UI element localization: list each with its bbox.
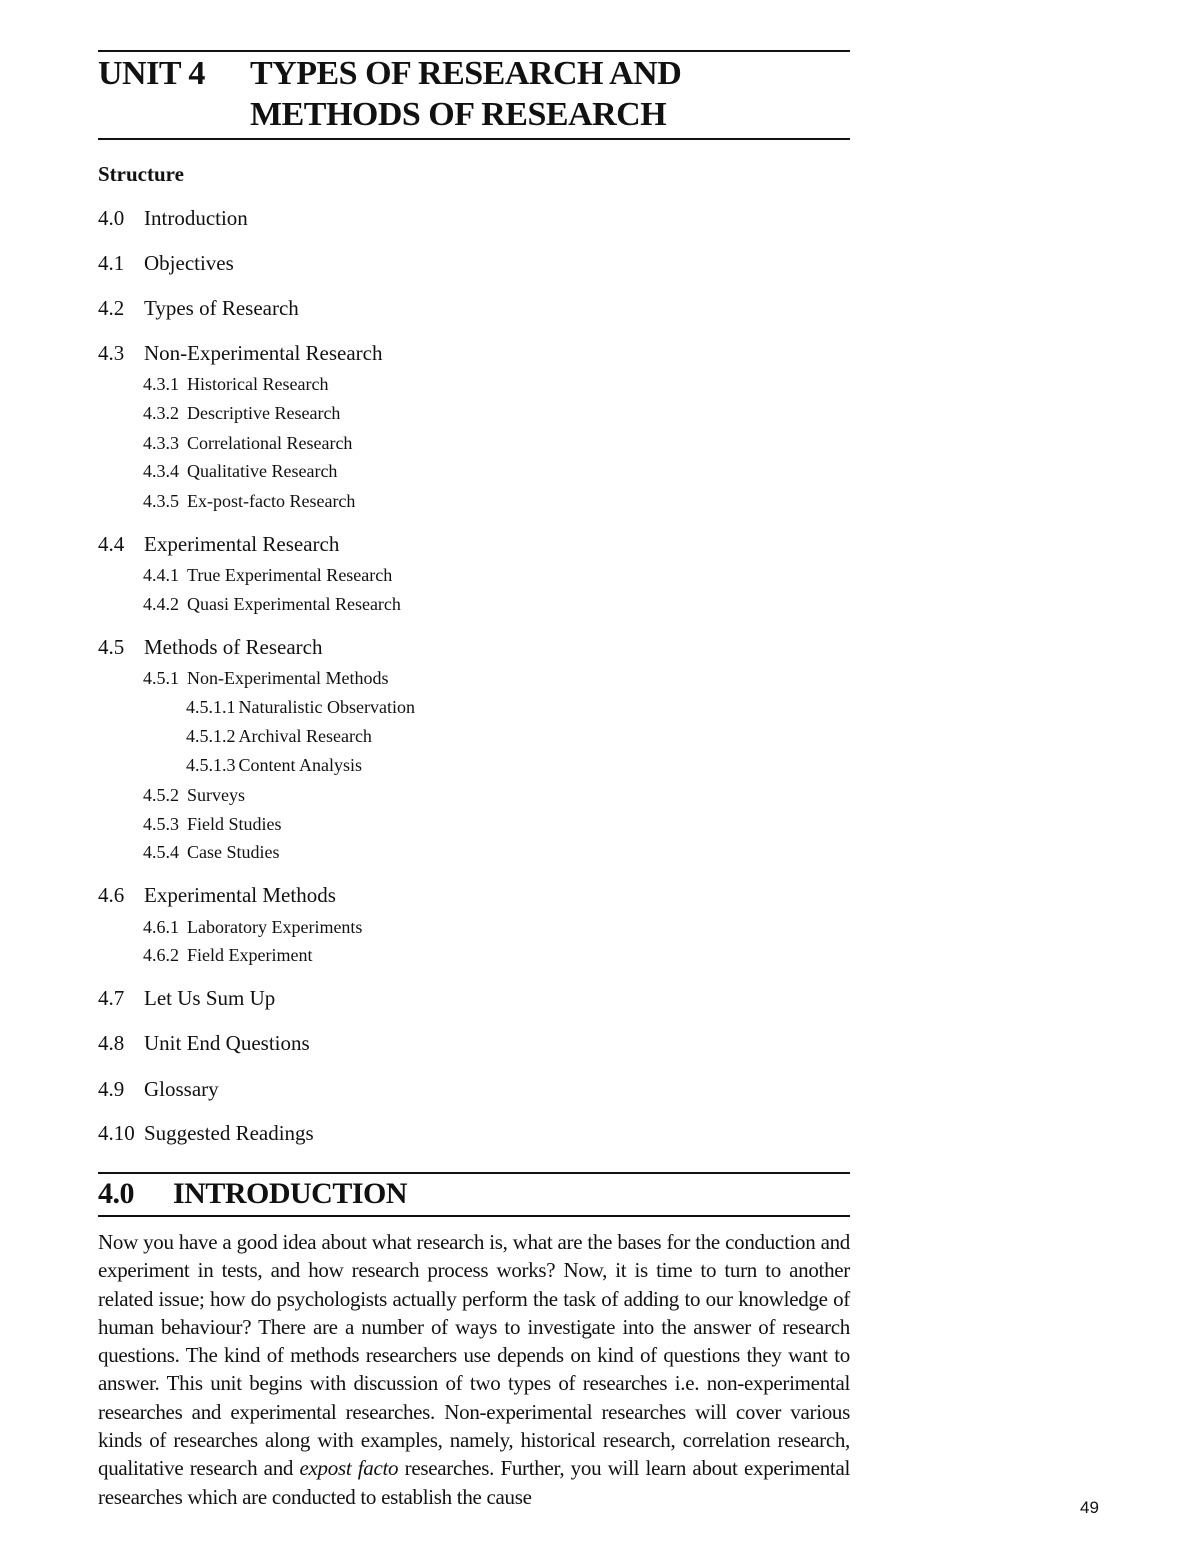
toc-item	[143, 563, 392, 587]
toc-item-number: 4.5.4	[143, 842, 179, 862]
toc-item-label: Introduction	[144, 206, 248, 230]
toc-item	[143, 666, 388, 690]
toc-item	[98, 249, 234, 277]
toc-item	[186, 753, 362, 777]
introduction-paragraph	[98, 1228, 850, 1511]
toc-item-label: Qualitative Research	[187, 461, 338, 481]
introduction-title: INTRODUCTION	[173, 1177, 408, 1210]
toc-item-number: 4.4.1	[143, 565, 179, 585]
toc-item-label: True Experimental Research	[187, 565, 393, 585]
toc-item	[143, 840, 280, 864]
toc-item-label: Quasi Experimental Research	[187, 594, 401, 614]
toc-item-number: 4.5.2	[143, 785, 179, 805]
toc-item-number: 4.3.4	[143, 461, 179, 481]
toc-item	[143, 915, 362, 939]
page-number: 49	[1080, 1498, 1099, 1517]
toc-item-number: 4.5.1.1	[186, 697, 236, 717]
introduction-heading	[98, 1176, 407, 1212]
title-bottom-rule	[98, 138, 850, 140]
toc-item-label: Laboratory Experiments	[187, 917, 363, 937]
toc-item-number: 4.9	[98, 1077, 125, 1101]
toc-item	[98, 530, 339, 558]
toc-item	[98, 204, 248, 232]
toc-item-number: 4.2	[98, 296, 125, 320]
toc-item	[143, 812, 282, 836]
toc-item	[143, 489, 355, 513]
toc-item-label: Ex-post-facto Research	[187, 491, 356, 511]
toc-item-label: Methods of Research	[144, 635, 323, 659]
intro-bottom-rule	[98, 1215, 850, 1217]
toc-item	[98, 294, 299, 322]
toc-item-label: Let Us Sum Up	[144, 986, 276, 1010]
toc-item-number: 4.3	[98, 341, 125, 365]
toc-item-label: Case Studies	[187, 842, 280, 862]
toc-item-label: Surveys	[187, 785, 245, 805]
toc-item-label: Objectives	[144, 251, 234, 275]
intro-text-italic: expost facto	[299, 1456, 399, 1481]
toc-item-number: 4.1	[98, 251, 125, 275]
toc-item-label: Experimental Methods	[144, 883, 336, 907]
unit-title-line-1: TYPES OF RESEARCH AND	[250, 55, 682, 92]
toc-item	[143, 401, 340, 425]
toc-item	[98, 881, 336, 909]
toc-item	[186, 695, 415, 719]
toc-item	[143, 459, 337, 483]
toc-item-number: 4.5.3	[143, 814, 179, 834]
toc-item-number: 4.3.3	[143, 433, 179, 453]
toc-item-label: Suggested Readings	[144, 1121, 314, 1145]
unit-label: UNIT 4	[98, 55, 205, 92]
toc-item-number: 4.3.1	[143, 374, 179, 394]
toc-item-number: 4.4.2	[143, 594, 179, 614]
toc-item-number: 4.0	[98, 206, 125, 230]
toc-item	[98, 1075, 219, 1103]
toc-item	[143, 783, 245, 807]
intro-top-rule	[98, 1172, 850, 1174]
toc-item-number: 4.6.1	[143, 917, 179, 937]
toc-item-number: 4.10	[98, 1121, 135, 1145]
toc-item-number: 4.6.2	[143, 945, 179, 965]
toc-item-label: Field Studies	[187, 814, 282, 834]
toc-item-number: 4.5	[98, 635, 125, 659]
toc-item-label: Content Analysis	[238, 755, 363, 775]
toc-item-label: Archival Research	[238, 726, 372, 746]
toc-item-label: Non-Experimental Research	[144, 341, 383, 365]
toc-item-number: 4.5.1.3	[186, 755, 236, 775]
toc-item-number: 4.6	[98, 883, 125, 907]
toc-item	[98, 1029, 310, 1057]
toc-item-label: Unit End Questions	[144, 1031, 310, 1055]
toc-item-label: Descriptive Research	[187, 403, 341, 423]
toc-item-number: 4.5.1	[143, 668, 179, 688]
toc-item	[98, 1119, 314, 1147]
toc-item-label: Types of Research	[144, 296, 299, 320]
toc-item-number: 4.3.2	[143, 403, 179, 423]
toc-item-label: Field Experiment	[187, 945, 313, 965]
unit-title-line-2: METHODS OF RESEARCH	[250, 96, 667, 133]
toc-item-label: Naturalistic Observation	[238, 697, 415, 717]
toc-item	[143, 592, 401, 616]
title-top-rule	[98, 50, 850, 52]
toc-item-label: Historical Research	[187, 374, 329, 394]
toc-item	[98, 339, 383, 367]
toc-item-label: Glossary	[144, 1077, 219, 1101]
toc-item-label: Non-Experimental Methods	[187, 668, 389, 688]
toc-item	[143, 431, 352, 455]
toc-item	[143, 943, 312, 967]
toc-item	[98, 984, 275, 1012]
intro-text-part-2: researches. Further, you will learn about experimental researches which are conducted to establish the cause	[98, 1456, 851, 1509]
toc-item	[98, 633, 322, 661]
toc-item	[186, 724, 372, 748]
introduction-number: 4.0	[98, 1177, 134, 1210]
toc-item-label: Experimental Research	[144, 532, 340, 556]
structure-heading: Structure	[98, 162, 184, 186]
toc-item-number: 4.7	[98, 986, 125, 1010]
toc-item-number: 4.5.1.2	[186, 726, 236, 746]
toc-item-number: 4.4	[98, 532, 125, 556]
toc-item	[143, 372, 328, 396]
toc-item-number: 4.3.5	[143, 491, 179, 511]
intro-text-part-1: Now you have a good idea about what research is, what are the bases for the conduction and experiment in tests, and how research process works? Now, it is time to turn to another related issue; how do psychologists actually perform the task of adding to our knowledge of human behaviour? There are a number of ways to investigate into the answer of research questions. The kind of methods researchers use depends on kind of questions they want to answer. This unit begins with discussion of two types of researches i.e. non-experimental researches and experimental researches. Non-experimental researches will cover various kinds of researches along with examples, namely, historical research, correlation research, qualitative research and	[98, 1230, 850, 1481]
toc-item-label: Correlational Research	[187, 433, 353, 453]
toc-item-number: 4.8	[98, 1031, 125, 1055]
